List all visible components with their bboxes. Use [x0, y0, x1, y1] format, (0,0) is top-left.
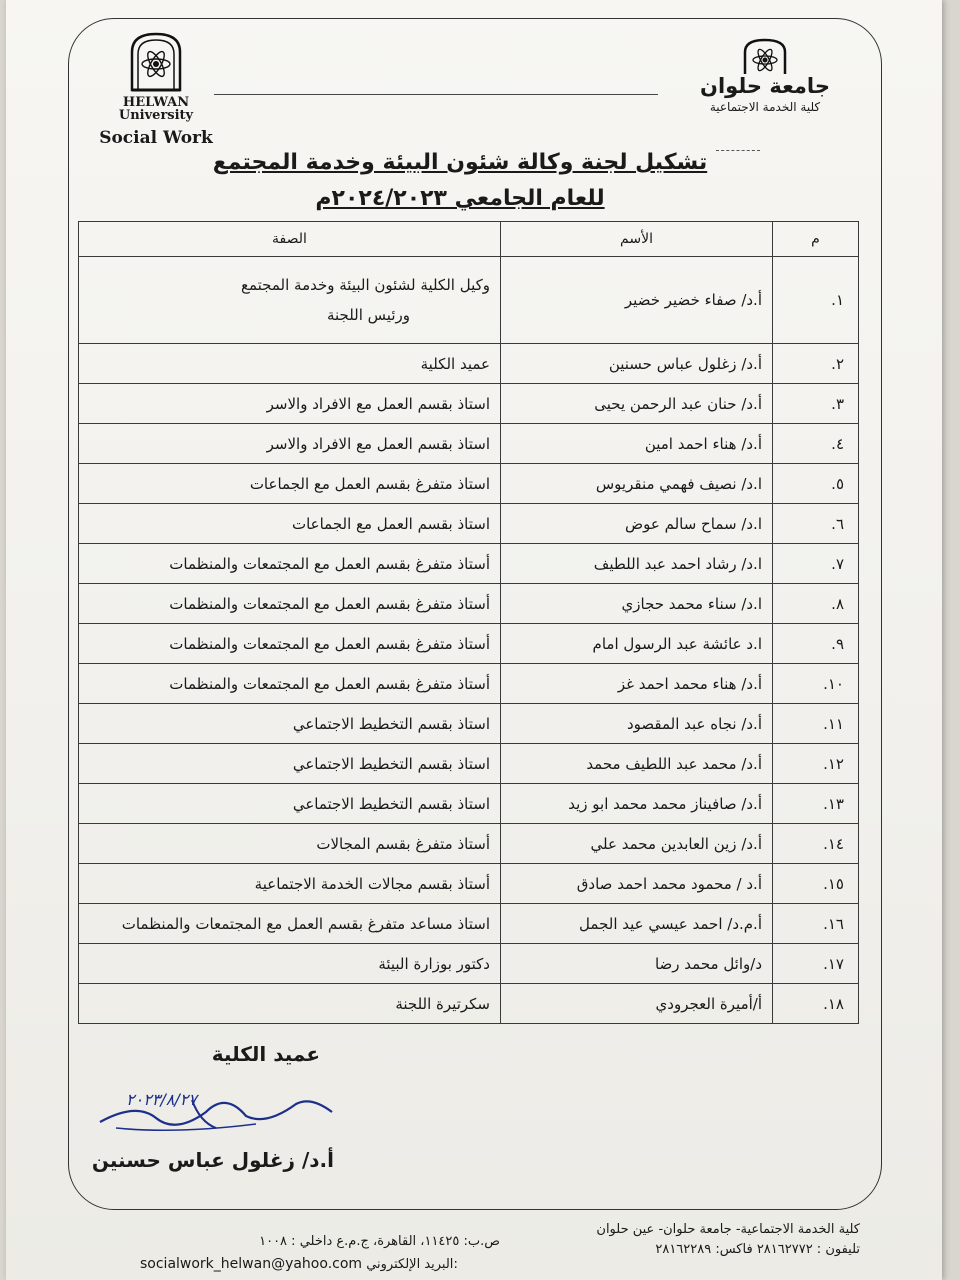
row-number: ١٥.: [773, 864, 859, 904]
header-name: الأسم: [501, 222, 773, 257]
member-name: أ.د/ زين العابدين محمد علي: [501, 824, 773, 864]
member-role-line: استاذ متفرغ بقسم العمل مع الجماعات: [249, 474, 490, 493]
member-name: أ.د/ نجاه عبد المقصود: [501, 704, 773, 744]
helwan-english-logo: [96, 30, 216, 148]
member-name: ا.د/ سماح سالم عوض: [501, 504, 773, 544]
member-role: [79, 584, 501, 624]
member-name: أ.د/ هناء محمد احمد غز: [501, 664, 773, 704]
member-role: [79, 464, 501, 504]
row-number: ١١.: [773, 704, 859, 744]
table-row: [79, 544, 859, 584]
member-role-line: أستاذ متفرغ بقسم العمل مع المجتمعات والمنظمات: [169, 554, 490, 573]
signature-name: أ.د/ زغلول عباس حسنين: [91, 1148, 334, 1172]
member-name: أ/أميرة العجرودي: [501, 984, 773, 1024]
member-role: [79, 257, 501, 344]
header-rule: [214, 94, 658, 95]
university-emblem-icon: [725, 38, 805, 74]
footer-address-right: كلية الخدمة الاجتماعية- جامعة حلوان- عين حلوان: [596, 1222, 860, 1237]
member-role: [79, 864, 501, 904]
footer-phones: تليفون : ٢٨١٦٢٧٧٢ فاكس: ٢٨١٦٢٢٨٩: [655, 1242, 860, 1257]
row-number: ١.: [773, 257, 859, 344]
committee-table: [78, 221, 859, 1024]
member-role: [79, 384, 501, 424]
member-role-line: استاذ بقسم التخطيط الاجتماعي: [292, 794, 490, 813]
footer-email-line: [140, 1256, 500, 1272]
member-role: [79, 704, 501, 744]
member-role-line: أستاذ بقسم مجالات الخدمة الاجتماعية: [254, 874, 490, 893]
member-role: [79, 984, 501, 1024]
footer-email[interactable]: socialwork_helwan@yahoo.com: [140, 1256, 363, 1272]
row-number: ١٢.: [773, 744, 859, 784]
page-title: تشكيل لجنة وكالة شئون البيئة وخدمة المجتمع: [212, 150, 708, 175]
row-number: ٣.: [773, 384, 859, 424]
table-row: [79, 704, 859, 744]
table-row: [79, 784, 859, 824]
row-number: ١٠.: [773, 664, 859, 704]
row-number: ٢.: [773, 344, 859, 384]
signature-title: عميد الكلية: [211, 1042, 320, 1066]
row-number: ١٣.: [773, 784, 859, 824]
footer-address-left: ص.ب: ١١٤٢٥، القاهرة، ج.م.ع داخلي : ١٠٠٨: [259, 1234, 500, 1249]
table-row: [79, 824, 859, 864]
table-row: [79, 424, 859, 464]
table-row: [79, 344, 859, 384]
row-number: ١٤.: [773, 824, 859, 864]
header-dash: [716, 150, 760, 151]
helwan-arabic-logo: [660, 38, 870, 122]
member-role-line: استاذ مساعد متفرغ بقسم العمل مع المجتمعات والمنظمات: [121, 914, 490, 933]
member-role-line: استاذ بقسم التخطيط الاجتماعي: [292, 754, 490, 773]
member-name: أ.د/ هناء احمد امين: [501, 424, 773, 464]
member-role-line: استاذ بقسم التخطيط الاجتماعي: [292, 714, 490, 733]
signature-date: ٢٠٢٣/٨/٢٧: [126, 1090, 197, 1109]
row-number: ٧.: [773, 544, 859, 584]
member-name: أ.م.د/ احمد عيسي عيد الجمل: [501, 904, 773, 944]
member-role: [79, 744, 501, 784]
table-row: [79, 984, 859, 1024]
member-name: أ.د/ صفاء خضير خضير: [501, 257, 773, 344]
member-role-line: سكرتيرة اللجنة: [395, 994, 490, 1013]
table-row: [79, 464, 859, 504]
member-role-line: عميد الكلية: [420, 354, 490, 373]
row-number: ٦.: [773, 504, 859, 544]
table-row: [79, 904, 859, 944]
member-role: [79, 344, 501, 384]
member-role: [79, 824, 501, 864]
logo-univ-line2: University: [118, 108, 194, 123]
member-role: [79, 664, 501, 704]
logo-name-ar: جامعة حلوان: [700, 74, 830, 98]
member-name: أ.د / محمود محمد احمد صادق: [501, 864, 773, 904]
member-role: [79, 944, 501, 984]
member-name: ا.د/ نصيف فهمي منقريوس: [501, 464, 773, 504]
member-role-line: أستاذ متفرغ بقسم العمل مع المجتمعات والمنظمات: [169, 634, 490, 653]
row-number: ٩.: [773, 624, 859, 664]
member-role-line: دكتور بوزارة البيئة: [378, 954, 490, 973]
member-role: [79, 624, 501, 664]
logo-dept: Social Work: [99, 128, 213, 148]
table-row: [79, 504, 859, 544]
table-header-row: [79, 222, 859, 257]
member-name: ا.د/ رشاد احمد عبد اللطيف: [501, 544, 773, 584]
row-number: ١٨.: [773, 984, 859, 1024]
row-number: ١٦.: [773, 904, 859, 944]
page-subtitle: للعام الجامعي ٢٠٢٤/٢٠٢٣م: [315, 186, 605, 211]
member-role-line-2: ورئيس اللجنة: [326, 306, 410, 324]
member-name: أ.د/ حنان عبد الرحمن يحيى: [501, 384, 773, 424]
member-name: د/وائل محمد رضا: [501, 944, 773, 984]
university-emblem-icon: [124, 30, 188, 94]
table-row: [79, 624, 859, 664]
member-role-line: أستاذ متفرغ بقسم العمل مع المجتمعات والمنظمات: [169, 594, 490, 613]
row-number: ١٧.: [773, 944, 859, 984]
logo-univ-line1: HELWAN: [122, 95, 190, 110]
table-row: [79, 664, 859, 704]
table-row: [79, 944, 859, 984]
member-name: أ.د/ صافيناز محمد محمد ابو زيد: [501, 784, 773, 824]
member-role: [79, 424, 501, 464]
member-name: أ.د/ محمد عبد اللطيف محمد: [501, 744, 773, 784]
table-row: [79, 744, 859, 784]
member-role-line: وكيل الكلية لشئون البيئة وخدمة المجتمع: [240, 276, 490, 294]
table-row: [79, 864, 859, 904]
signature-block: [91, 1040, 336, 1180]
table-row: [79, 384, 859, 424]
member-name: أ.د/ زغلول عباس حسنين: [501, 344, 773, 384]
member-role: [79, 784, 501, 824]
table-row: [79, 257, 859, 344]
member-role-line: استاذ بقسم العمل مع الجماعات: [291, 514, 490, 533]
member-name: ا.د/ سناء محمد حجازي: [501, 584, 773, 624]
row-number: ٨.: [773, 584, 859, 624]
member-role: [79, 504, 501, 544]
row-number: ٤.: [773, 424, 859, 464]
header-role: الصفة: [79, 222, 501, 257]
header-num: م: [773, 222, 859, 257]
member-role: [79, 544, 501, 584]
member-role-line: أستاذ متفرغ بقسم المجالات: [316, 834, 490, 853]
member-role-line: استاذ بقسم العمل مع الافراد والاسر: [266, 434, 490, 453]
member-role-line: أستاذ متفرغ بقسم العمل مع المجتمعات والمنظمات: [169, 674, 490, 693]
row-number: ٥.: [773, 464, 859, 504]
logo-dept-ar: كلية الخدمة الاجتماعية: [709, 100, 821, 114]
member-role-line: استاذ بقسم العمل مع الافراد والاسر: [266, 394, 490, 413]
member-role: [79, 904, 501, 944]
member-name: ا.د عائشة عبد الرسول امام: [501, 624, 773, 664]
table-row: [79, 584, 859, 624]
footer-email-label: البريد الإلكتروني:: [366, 1257, 458, 1272]
